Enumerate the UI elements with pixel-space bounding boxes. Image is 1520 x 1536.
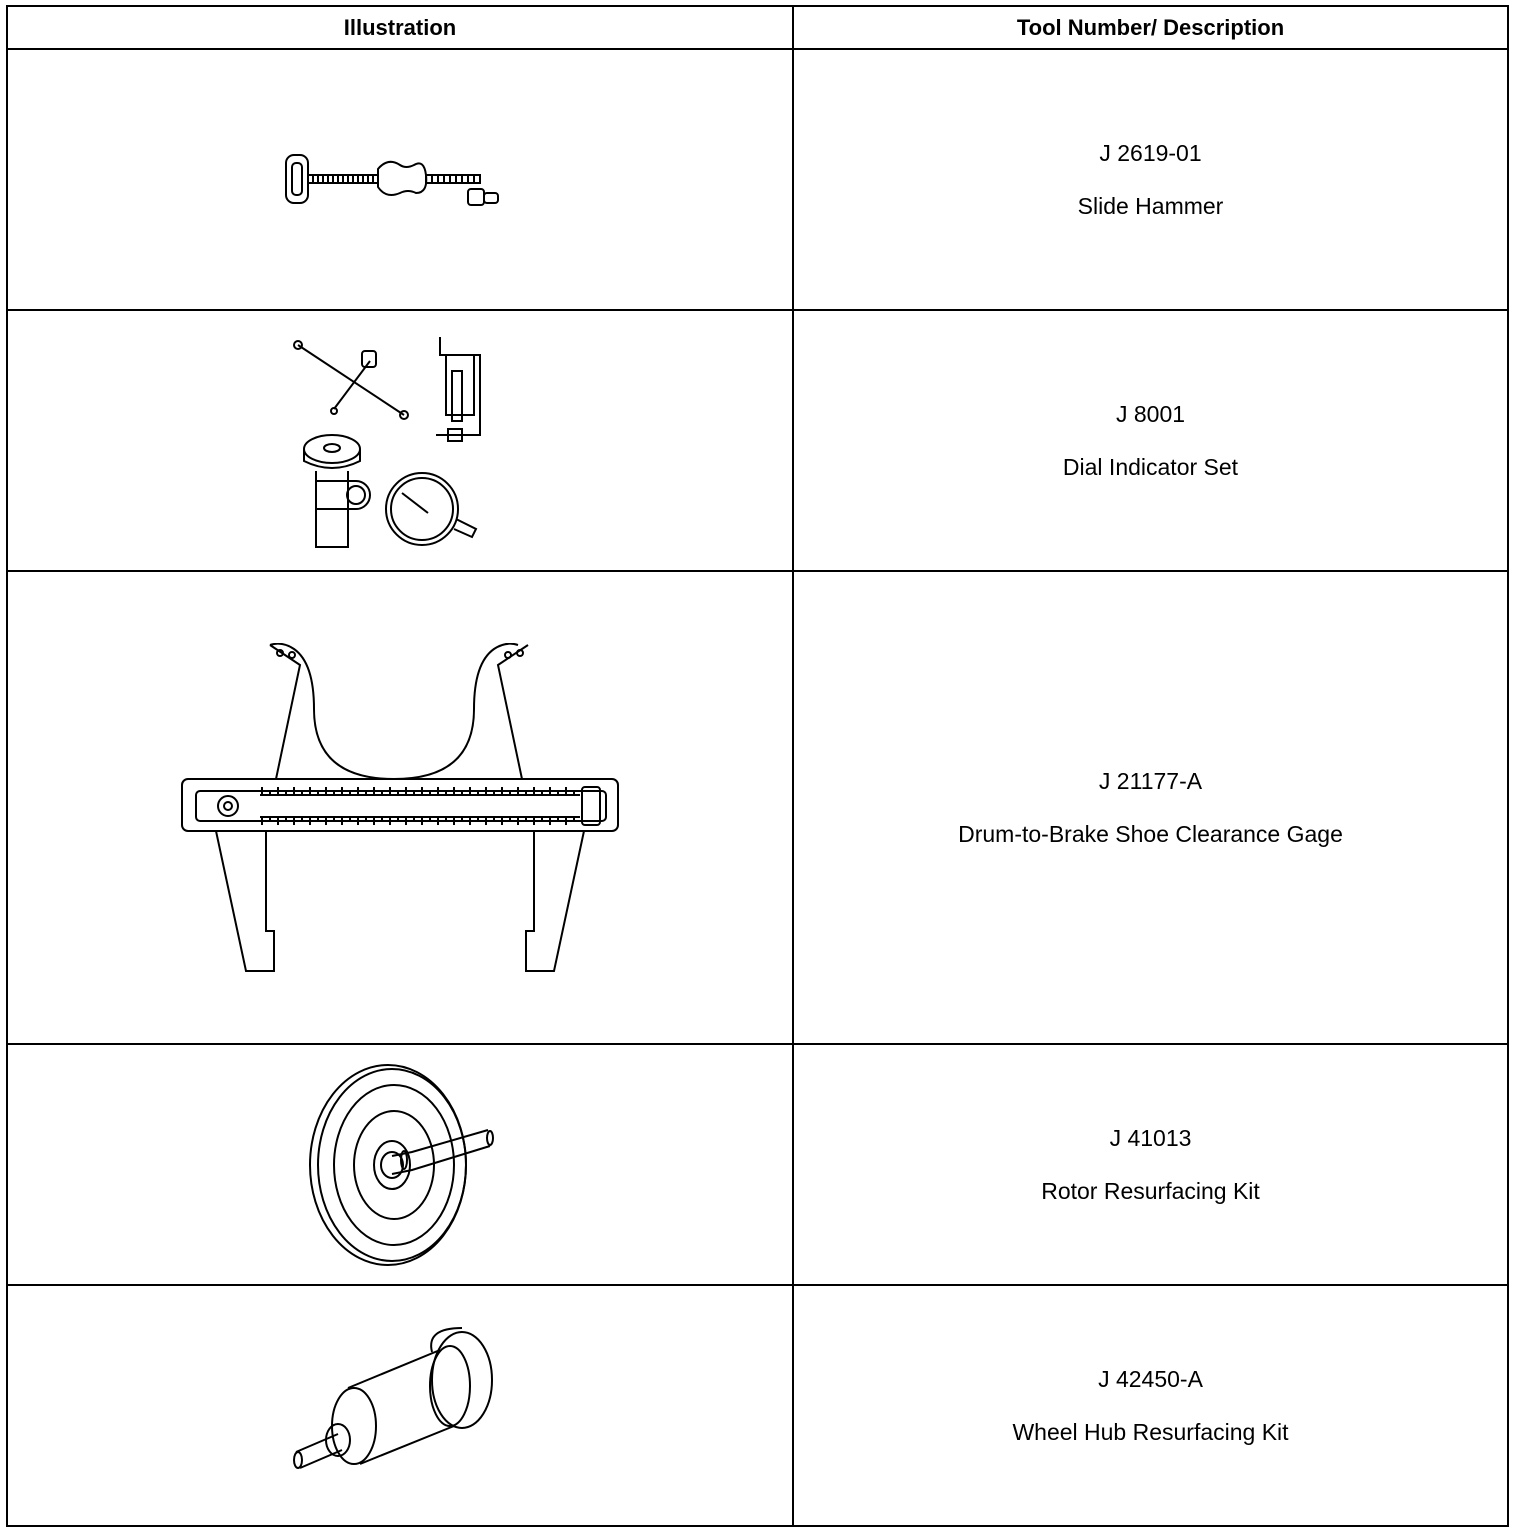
tool-number: J 2619-01 <box>1099 139 1202 166</box>
description-cell <box>793 49 1508 310</box>
slide-hammer-icon <box>280 145 520 215</box>
description-cell <box>793 310 1508 571</box>
tool-number: J 21177-A <box>1098 767 1203 794</box>
table-row <box>7 1044 1508 1285</box>
table-row <box>7 1285 1508 1526</box>
header-row <box>7 6 1508 49</box>
tool-number: J 41013 <box>1109 1124 1192 1151</box>
tool-name: Slide Hammer <box>1077 192 1224 219</box>
illustration-cell <box>7 571 793 1044</box>
tool-number: J 42450-A <box>1098 1365 1203 1392</box>
illustration-cell <box>7 49 793 310</box>
header-illustration: Illustration <box>7 6 793 49</box>
tool-number: J 8001 <box>1115 400 1186 427</box>
illustration-cell <box>7 1044 793 1285</box>
table-row <box>7 49 1508 310</box>
tool-name: Rotor Resurfacing Kit <box>1041 1177 1260 1204</box>
illustration-cell <box>7 1285 793 1526</box>
illustration-cell <box>7 310 793 571</box>
tool-name: Drum-to-Brake Shoe Clearance Gage <box>958 820 1343 847</box>
description-cell <box>793 571 1508 1044</box>
dial-indicator-set-icon <box>290 331 510 551</box>
wheel-hub-resurfacing-kit-icon <box>290 1326 510 1486</box>
table-row <box>7 310 1508 571</box>
special-tools-table <box>6 5 1509 1527</box>
rotor-resurfacing-kit-icon <box>300 1060 500 1270</box>
tool-name: Wheel Hub Resurfacing Kit <box>1012 1418 1289 1445</box>
description-cell <box>793 1044 1508 1285</box>
tool-name: Dial Indicator Set <box>1062 453 1239 480</box>
description-cell <box>793 1285 1508 1526</box>
header-tool-description: Tool Number/ Description <box>793 6 1508 49</box>
clearance-gage-icon <box>180 643 620 973</box>
table-row <box>7 571 1508 1044</box>
